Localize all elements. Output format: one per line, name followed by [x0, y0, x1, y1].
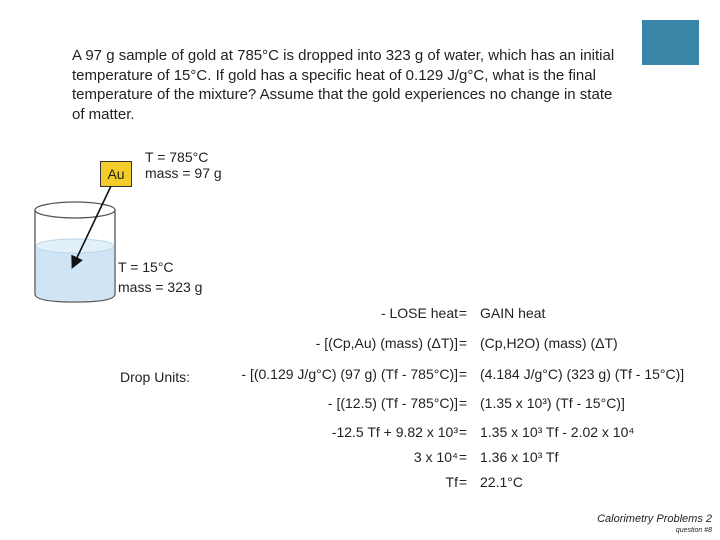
problem-line: of matter.	[72, 105, 135, 123]
equation-rhs: GAIN heat	[480, 305, 546, 321]
gold-temperature: T = 785°C	[145, 149, 209, 165]
equation-rhs: (4.184 J/g°C) (323 g) (Tf - 15°C)]	[480, 366, 685, 382]
footer-title: Calorimetry Problems 2	[597, 513, 712, 525]
equation-lhs: - [(12.5) (Tf - 785°C)]	[327, 395, 458, 411]
water-info	[118, 257, 202, 297]
equals-sign: =	[458, 449, 468, 465]
footer-subtitle: question #8	[675, 527, 712, 534]
equation-lhs: - [(Cp,Au) (mass) (ΔT)]	[315, 335, 458, 351]
equals-sign: =	[458, 305, 468, 321]
equals-sign: =	[458, 424, 468, 440]
equation-rhs: 1.36 x 10³ Tf	[480, 449, 559, 465]
equation-rhs: 1.35 x 10³ Tf - 2.02 x 10⁴	[480, 424, 635, 440]
equation-lhs: 3 x 10⁴	[413, 449, 458, 465]
equals-sign: =	[458, 474, 468, 490]
equals-sign: =	[458, 366, 468, 382]
gold-sample-box: Au	[100, 161, 132, 187]
water-mass: mass = 323 g	[118, 279, 203, 295]
water-temperature: T = 15°C	[118, 259, 174, 275]
equals-sign: =	[458, 395, 468, 411]
equals-sign: =	[458, 335, 468, 351]
drop-units-label: Drop Units:	[120, 369, 191, 385]
gold-mass: mass = 97 g	[145, 165, 222, 181]
equation-rhs: (Cp,H2O) (mass) (ΔT)	[480, 335, 618, 351]
problem-line: A 97 g sample of gold at 785°C is dropped into 323 g of water, which has an initial	[72, 47, 615, 64]
problem-line: temperature of 15°C. If gold has a specific heat of 0.129 J/g°C, what is the final	[72, 66, 596, 84]
equation-lhs: -12.5 Tf + 9.82 x 10³	[331, 424, 458, 440]
equation-lhs: Tf	[445, 474, 458, 490]
equation-lhs: - [(0.129 J/g°C) (97 g) (Tf - 785°C)]	[241, 366, 458, 382]
equation-rhs: (1.35 x 10³) (Tf - 15°C)]	[480, 395, 625, 411]
equation-lhs: - LOSE heat	[380, 305, 458, 321]
equation-rhs: 22.1°C	[480, 474, 523, 490]
problem-line: temperature of the mixture? Assume that the gold experiences no change in state	[72, 86, 613, 103]
